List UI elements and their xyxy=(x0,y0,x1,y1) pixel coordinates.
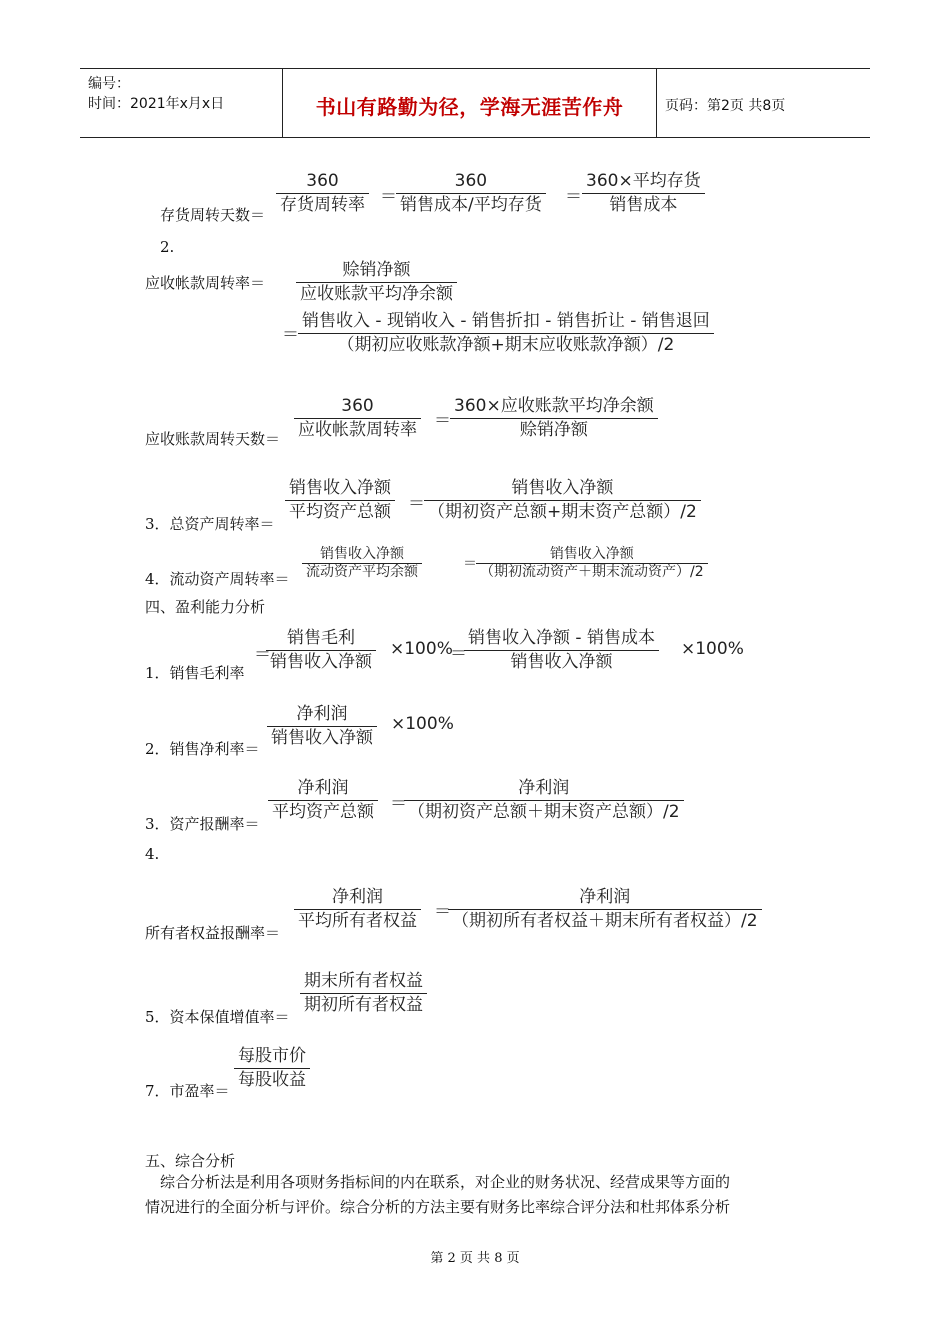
multiply-percent: ×100% xyxy=(681,639,744,659)
denominator: 每股收益 xyxy=(238,1070,306,1090)
formula-label-current-asset-turnover: 4．流动资产周转率＝ xyxy=(145,570,290,588)
denominator: 销售成本/平均存货 xyxy=(400,195,542,215)
formula-label-net-margin: 2．销售净利率＝ xyxy=(145,740,260,758)
numerator: 360×平均存货 xyxy=(586,171,701,191)
formula-label-capital-preservation: 5．资本保值增值率＝ xyxy=(145,1008,290,1026)
formula-label-return-on-equity: 所有者权益报酬率＝ xyxy=(145,924,281,942)
numerator: 期末所有者权益 xyxy=(304,971,423,991)
fraction xyxy=(234,1045,310,1092)
motto-text: 书山有路勤为径，学海无涯苦作舟 xyxy=(315,95,624,119)
formula-label-receivable-days: 应收账款周转天数＝ xyxy=(145,430,281,448)
document-number-label: 编号： xyxy=(88,76,130,92)
fraction xyxy=(294,886,421,933)
denominator: 销售收入净额 xyxy=(510,652,613,672)
denominator: 应收账款平均净余额 xyxy=(300,284,453,304)
multiply-percent: ×100% xyxy=(391,714,454,734)
denominator: 销售收入净额 xyxy=(270,652,372,672)
fraction xyxy=(285,477,395,524)
denominator: 赊销净额 xyxy=(519,420,588,440)
fraction xyxy=(450,395,658,442)
numerator: 销售收入净额 xyxy=(511,478,614,498)
equals-sign: ＝ xyxy=(282,325,299,345)
equals-sign: ＝ xyxy=(380,187,397,207)
equals-sign: ＝ xyxy=(450,644,467,664)
equals-sign: ＝ xyxy=(565,187,582,207)
page-header xyxy=(80,68,870,138)
numerator: 销售收入净额 xyxy=(289,478,391,498)
numerator: 销售收入 - 现销收入 - 销售折扣 - 销售折让 - 销售退回 xyxy=(302,311,710,331)
fraction xyxy=(266,627,376,674)
denominator: （期初流动资产＋期末流动资产）/2 xyxy=(480,564,704,580)
equals-sign: ＝ xyxy=(463,556,477,572)
denominator: （期初应收账款净额+期末应收账款净额）/2 xyxy=(337,335,675,355)
header-motto-cell xyxy=(283,69,657,137)
fraction xyxy=(298,310,714,357)
numerator: 每股市价 xyxy=(238,1046,306,1066)
denominator: 平均资产总额 xyxy=(272,802,374,822)
numerator: 360 xyxy=(454,171,488,191)
equals-sign: ＝ xyxy=(408,494,425,514)
numerator: 赊销净额 xyxy=(342,260,411,280)
denominator: 期初所有者权益 xyxy=(304,995,423,1015)
numerator: 净利润 xyxy=(332,887,383,907)
fraction xyxy=(464,627,659,674)
list-item-number: 4. xyxy=(145,845,160,863)
denominator: 流动资产平均余额 xyxy=(306,564,418,580)
numerator: 360×应收账款平均净余额 xyxy=(454,396,654,416)
paragraph-line: 情况进行的全面分析与评价。综合分析的方法主要有财务比率综合评分法和杜邦体系分析 xyxy=(145,1198,731,1216)
numerator: 销售收入净额 xyxy=(549,546,634,562)
numerator: 净利润 xyxy=(518,778,570,798)
formula-label-return-on-assets: 3．资产报酬率＝ xyxy=(145,815,260,833)
list-item-number: 2. xyxy=(160,238,175,256)
formula-label-total-asset-turnover: 3．总资产周转率＝ xyxy=(145,515,275,533)
fraction xyxy=(300,970,427,1017)
document-time-label: 时间：2021年x月x日 xyxy=(88,96,225,112)
page-footer: 第 2 页 共 8 页 xyxy=(430,1251,520,1266)
denominator: 存货周转率 xyxy=(280,195,365,215)
fraction xyxy=(267,703,377,750)
denominator: 销售成本 xyxy=(609,195,678,215)
fraction xyxy=(582,170,705,217)
denominator: 平均所有者权益 xyxy=(298,911,417,931)
denominator: （期初资产总额+期末资产总额）/2 xyxy=(428,502,697,522)
denominator: 平均资产总额 xyxy=(289,502,391,522)
numerator: 净利润 xyxy=(579,887,631,907)
section-heading-profitability: 四、盈利能力分析 xyxy=(145,598,266,616)
fraction xyxy=(268,777,378,824)
equals-sign: ＝ xyxy=(434,902,451,922)
equals-sign: ＝ xyxy=(434,411,451,431)
numerator: 净利润 xyxy=(296,704,348,724)
numerator: 360 xyxy=(306,171,339,191)
formula-label-receivable-turnover: 应收帐款周转率＝ xyxy=(145,274,266,292)
numerator: 销售收入净额 xyxy=(320,546,404,562)
denominator: 应收帐款周转率 xyxy=(298,420,417,440)
fraction xyxy=(476,546,708,581)
formula-label-inventory-days: 存货周转天数＝ xyxy=(160,206,266,224)
section-heading-comprehensive: 五、综合分析 xyxy=(145,1152,236,1170)
multiply-percent: ×100% xyxy=(390,639,453,659)
header-page-cell xyxy=(657,69,870,137)
header-info-cell xyxy=(80,69,283,137)
numerator: 360 xyxy=(341,396,374,416)
numerator: 销售收入净额 - 销售成本 xyxy=(468,628,655,648)
denominator: 销售收入净额 xyxy=(271,728,373,748)
numerator: 净利润 xyxy=(297,778,349,798)
fraction xyxy=(276,170,369,217)
fraction xyxy=(296,259,457,306)
paragraph-line: 综合分析法是利用各项财务指标间的内在联系，对企业的财务状况、经营成果等方面的 xyxy=(160,1173,731,1191)
fraction xyxy=(396,170,546,217)
fraction xyxy=(302,546,422,581)
fraction xyxy=(294,395,421,442)
formula-label-gross-margin: 1．销售毛利率 xyxy=(145,664,245,682)
equals-sign: ＝ xyxy=(254,645,271,665)
fraction xyxy=(424,477,701,524)
fraction xyxy=(448,886,762,933)
page-number-label: 页码：第2页 共8页 xyxy=(665,98,786,114)
numerator: 销售毛利 xyxy=(287,628,355,648)
fraction xyxy=(404,777,684,824)
denominator: （期初资产总额＋期末资产总额）/2 xyxy=(408,802,680,822)
formula-label-pe-ratio: 7．市盈率＝ xyxy=(145,1082,230,1100)
denominator: （期初所有者权益＋期末所有者权益）/2 xyxy=(452,911,758,931)
equals-sign: ＝ xyxy=(390,794,407,814)
